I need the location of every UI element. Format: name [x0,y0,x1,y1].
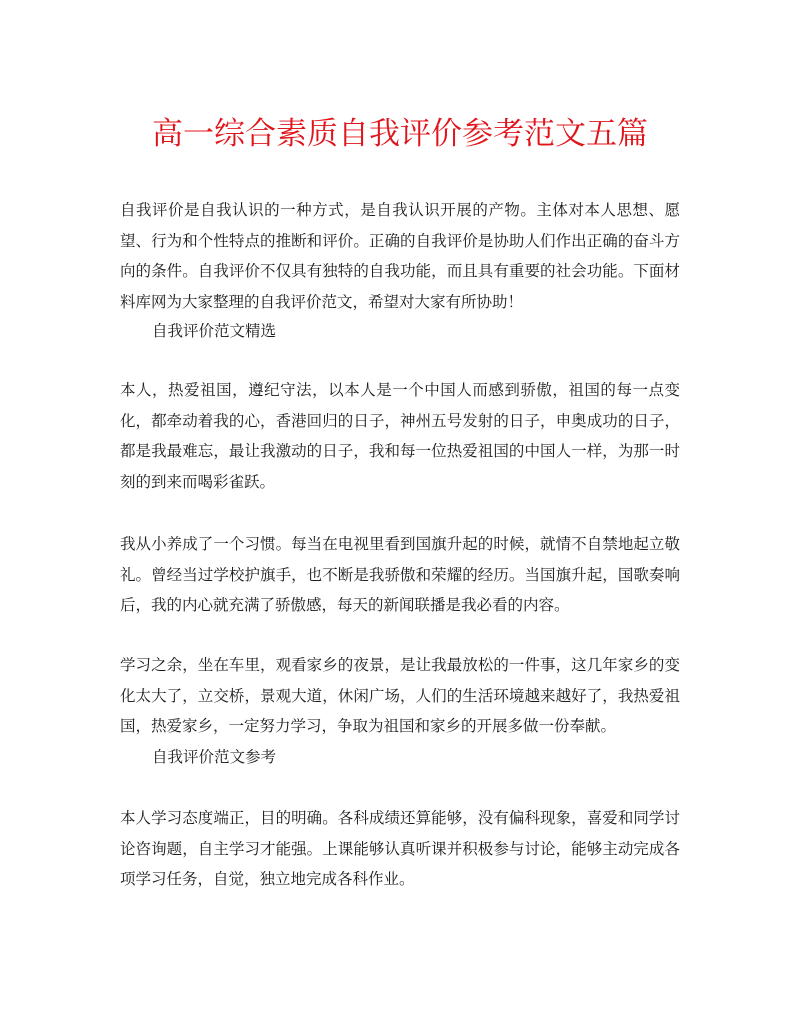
intro-paragraph: 自我评价是自我认识的一种方式，是自我认识开展的产物。主体对本人思想、愿望、行为和个性特点的推断和评价。正确的自我评价是协助人们作出正确的奋斗方向的条件。自我评价不仅具有独特的自我功能，而且具有重要的社会功能。下面材料库网为大家整理的自我评价范文，希望对大家有所协助！ [120,201,680,311]
body-paragraph-patriotism: 本人，热爱祖国，遵纪守法，以本人是一个中国人而感到骄傲，祖国的每一点变化，都牵动着我的心，香港回归的日子，神州五号发射的日子，申奥成功的日子，都是我最难忘，最让我激动的日子，我和每一位热爱祖国的中国人一样，为那一时刻的到来而喝彩雀跃。 [120,381,680,491]
body-paragraph-study-attitude: 本人学习态度端正，目的明确。各科成绩还算能够，没有偏科现象，喜爱和同学讨论咨询题，自主学习才能强。上课能够认真听课并积极参与讨论，能够主动完成各项学习任务，自觉，独立地完成各科作业。 [120,809,680,888]
subheading-selected-samples: 自我评价范文精选 [152,322,277,340]
document-title: 高一综合素质自我评价参考范文五篇 [152,116,648,152]
body-paragraph-flag-habit: 我从小养成了一个习惯。每当在电视里看到国旗升起的时候，就情不自禁地起立敬礼。曾经当过学校护旗手，也不断是我骄傲和荣耀的经历。当国旗升起，国歌奏响后，我的内心就充满了骄傲感，每天的新闻联播是我必看的内容。 [120,535,680,614]
subheading-reference-samples: 自我评价范文参考 [152,748,277,766]
body-paragraph-hometown: 学习之余，坐在车里，观看家乡的夜景，是让我最放松的一件事，这几年家乡的变化太大了，立交桥，景观大道，休闲广场，人们的生活环境越来越好了，我热爱祖国，热爱家乡，一定努力学习，争取为祖国和家乡的开展多做一份奉献。 [120,656,680,735]
